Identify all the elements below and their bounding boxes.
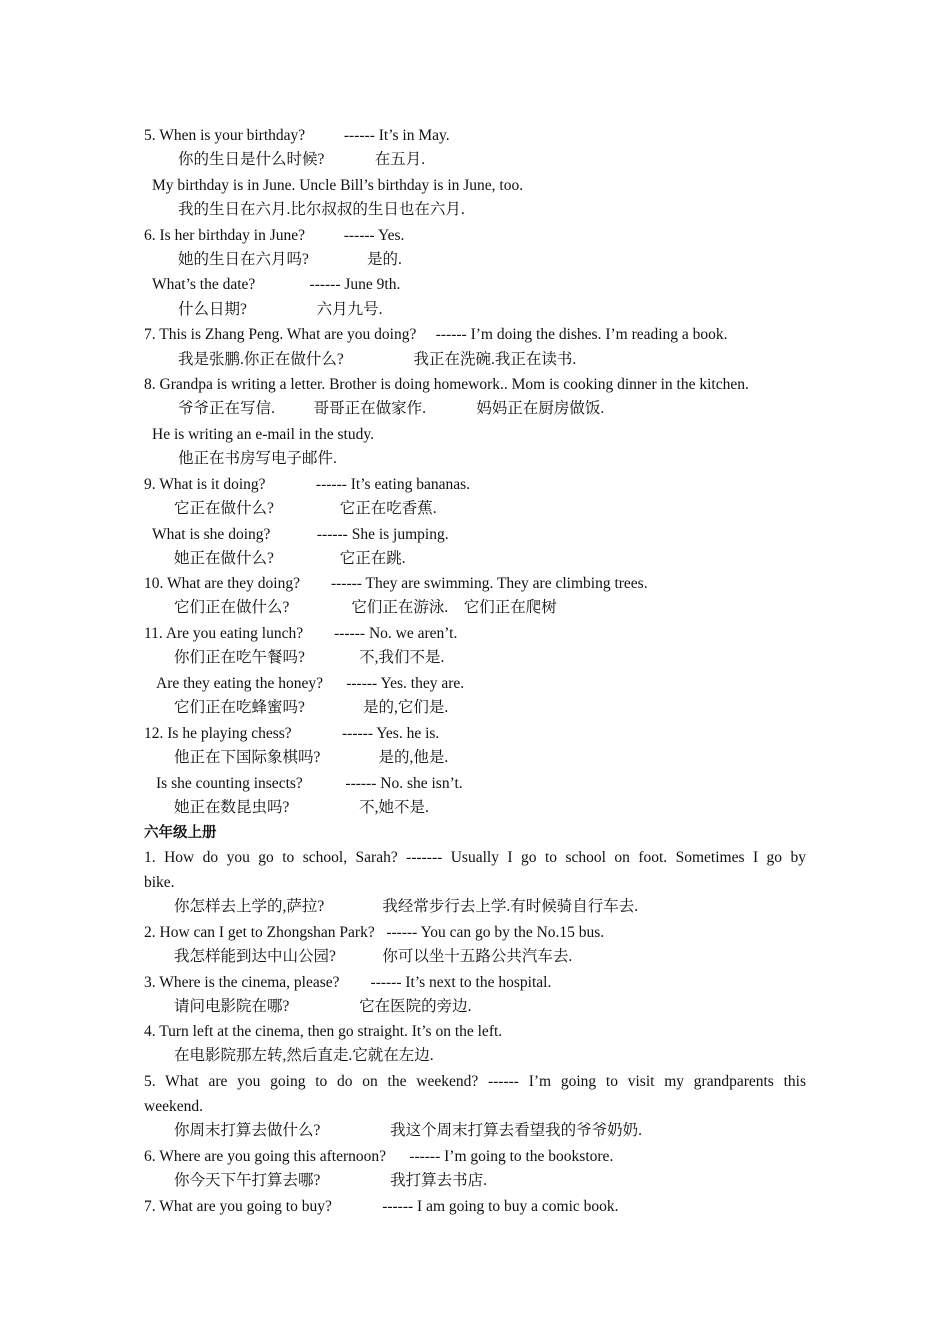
translation-line: 请问电影院在哪? 它在医院的旁边. [174, 998, 472, 1015]
text-line: Is she counting insects? ------ No. she isn’t. [156, 775, 463, 792]
text-line: 7. This is Zhang Peng. What are you doing? ------ I’m doing the dishes. I’m reading a book. [144, 326, 728, 343]
translation-line: 她的生日在六月吗? 是的. [178, 251, 402, 268]
text-line: 6. Is her birthday in June? ------ Yes. [144, 227, 405, 244]
translation-line: 我的生日在六月.比尔叔叔的生日也在六月. [178, 201, 465, 218]
translation-line: 它们正在吃蜂蜜吗? 是的,它们是. [174, 699, 449, 716]
translation-line: 在电影院那左转,然后直走.它就在左边. [174, 1047, 434, 1064]
text-line: 3. Where is the cinema, please? ------ It’s next to the hospital. [144, 974, 552, 991]
text-line: 5. What are you going to do on the weekend? ------ I’m going to visit my grandparents this [144, 1073, 806, 1090]
text-line: Are they eating the honey? ------ Yes. they are. [156, 675, 465, 692]
text-line: 4. Turn left at the cinema, then go straight. It’s on the left. [144, 1023, 503, 1040]
translation-line: 她正在数昆虫吗? 不,她不是. [174, 799, 429, 816]
text-line: 6. Where are you going this afternoon? ------ I’m going to the bookstore. [144, 1148, 614, 1165]
text-line: 2. How can I get to Zhongshan Park? ------ You can go by the No.15 bus. [144, 924, 605, 941]
translation-line: 它们正在做什么? 它们正在游泳. 它们正在爬树 [174, 599, 557, 616]
translation-line: 你们正在吃午餐吗? 不,我们不是. [174, 649, 445, 666]
text-line: 10. What are they doing? ------ They are swimming. They are climbing trees. [144, 575, 648, 592]
translation-line: 什么日期? 六月九号. [178, 301, 383, 318]
translation-line: 你的生日是什么时候? 在五月. [178, 151, 426, 168]
text-line: 12. Is he playing chess? ------ Yes. he is. [144, 725, 440, 742]
translation-line: 他正在书房写电子邮件. [178, 450, 337, 467]
text-line: 1. How do you go to school, Sarah? ------- Usually I go to school on foot. Sometimes I go by [144, 849, 806, 866]
translation-line: 你周末打算去做什么? 我这个周末打算去看望我的爷爷奶奶. [174, 1122, 643, 1139]
translation-line: 他正在下国际象棋吗? 是的,他是. [174, 749, 449, 766]
text-line: My birthday is in June. Uncle Bill’s birthday is in June, too. [152, 177, 524, 194]
translation-line: 它正在做什么? 它正在吃香蕉. [174, 500, 437, 517]
translation-line: 她正在做什么? 它正在跳. [174, 550, 406, 567]
translation-line: 爷爷正在写信. 哥哥正在做家作. 妈妈正在厨房做饭. [178, 400, 605, 417]
translation-line: 你怎样去上学的,萨拉? 我经常步行去上学.有时候骑自行车去. [174, 898, 639, 915]
text-line: What is she doing? ------ She is jumping. [152, 526, 449, 543]
section-heading: 六年级上册 [144, 825, 217, 841]
text-line: bike. [144, 874, 175, 891]
text-line: 11. Are you eating lunch? ------ No. we aren’t. [144, 625, 458, 642]
text-line: 8. Grandpa is writing a letter. Brother is doing homework.. Mom is cooking dinner in the kitchen. [144, 376, 749, 393]
text-line: 5. When is your birthday? ------ It’s in May. [144, 127, 450, 144]
text-line: 9. What is it doing? ------ It’s eating bananas. [144, 476, 470, 493]
translation-line: 我是张鹏.你正在做什么? 我正在洗碗.我正在读书. [178, 351, 577, 368]
text-line: What’s the date? ------ June 9th. [152, 276, 401, 293]
translation-line: 你今天下午打算去哪? 我打算去书店. [174, 1172, 488, 1189]
text-line: He is writing an e-mail in the study. [152, 426, 374, 443]
text-line: 7. What are you going to buy? ------ I am going to buy a comic book. [144, 1198, 619, 1215]
translation-line: 我怎样能到达中山公园? 你可以坐十五路公共汽车去. [174, 948, 573, 965]
text-line: weekend. [144, 1098, 203, 1115]
